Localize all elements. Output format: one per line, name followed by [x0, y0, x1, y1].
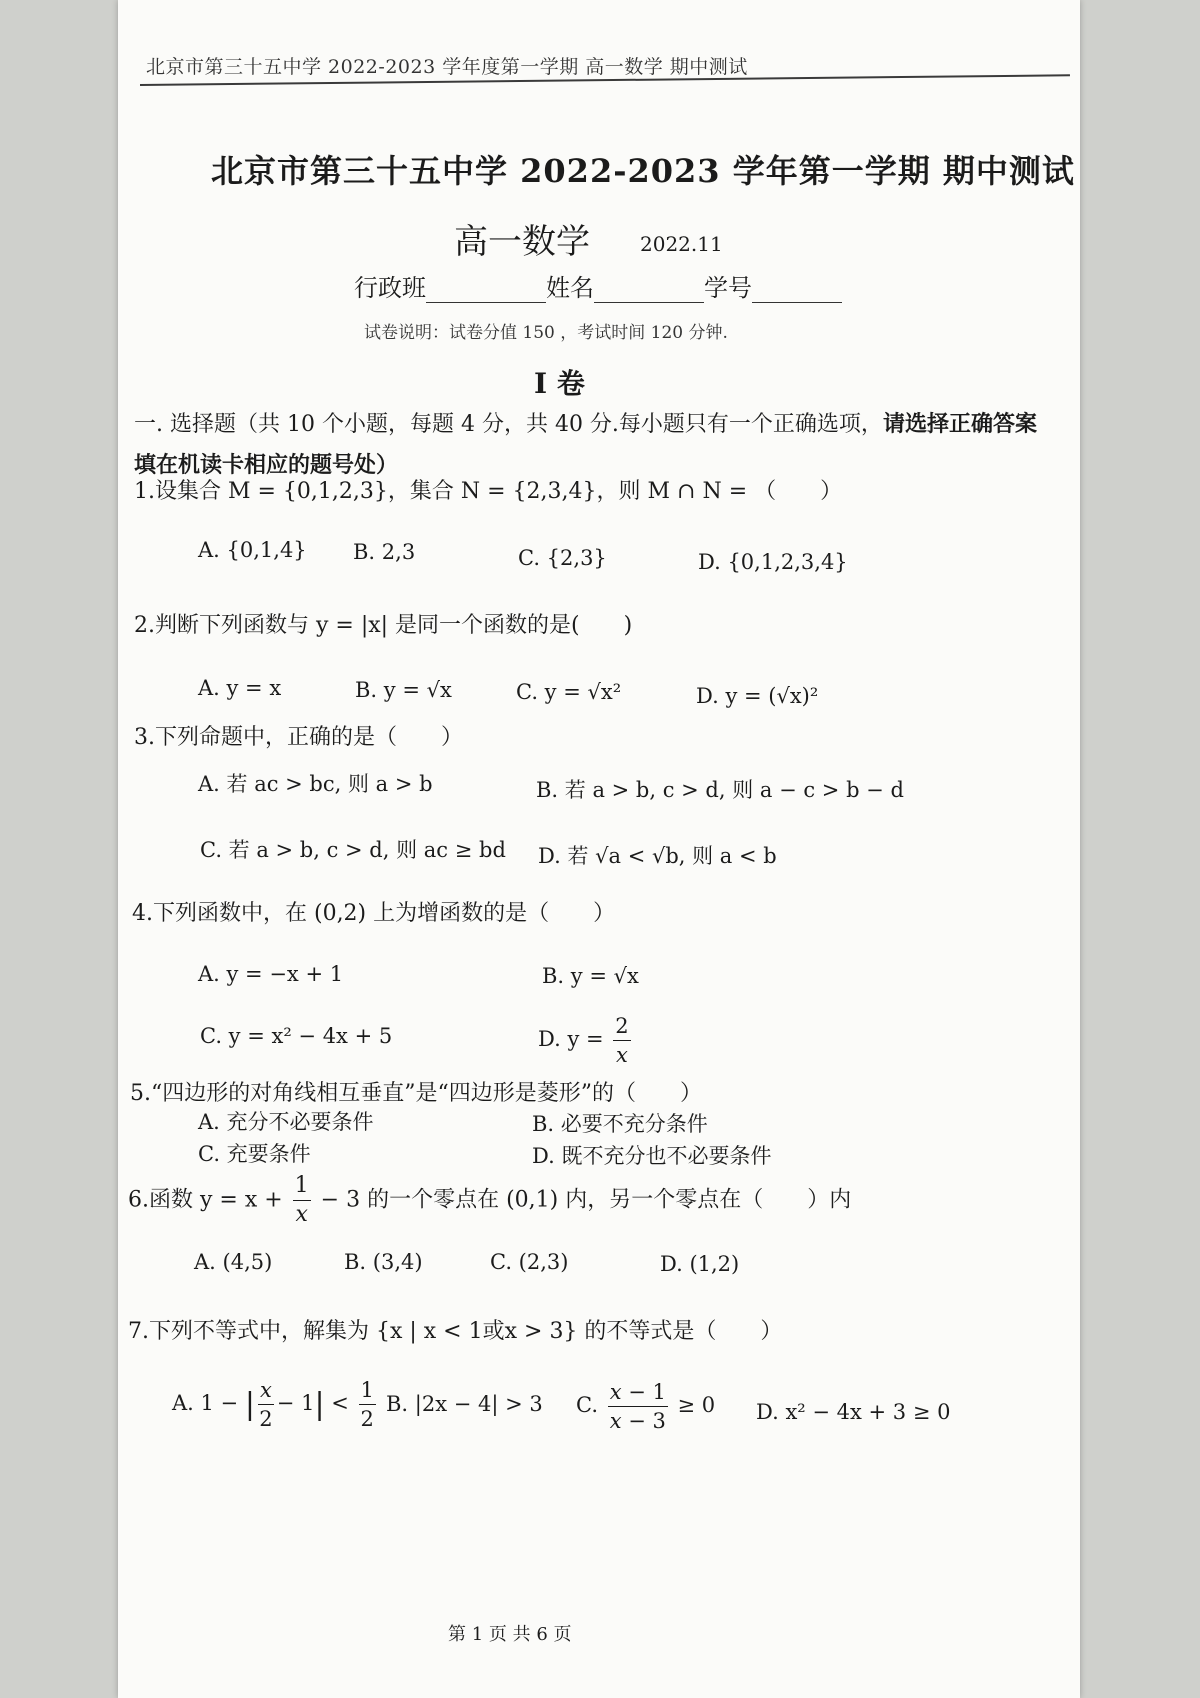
- page-footer: 第 1 页 共 6 页: [448, 1624, 572, 1645]
- id-blank: [752, 280, 842, 303]
- fraction-2-over-x: $\frac{2}{x}$: [615, 1014, 629, 1067]
- question-6-option-c: C. (2,3): [490, 1250, 569, 1274]
- exam-note: 试卷说明：试卷分值 150 ，考试时间 120 分钟.: [364, 323, 728, 343]
- question-1-option-d: D. {0,1,2,3,4}: [698, 550, 848, 574]
- question-5-option-a: A. 充分不必要条件: [198, 1110, 374, 1134]
- volume-title: I 卷: [534, 367, 585, 400]
- question-3-option-c: C. 若 a > b, c > d, 则 ac ≥ bd: [200, 838, 506, 862]
- question-2-option-d: D. y = (√x)²: [696, 684, 819, 708]
- question-4-option-c: C. y = x² − 4x + 5: [200, 1024, 393, 1048]
- question-3-option-a: A. 若 ac > bc, 则 a > b: [198, 772, 433, 796]
- running-header: 北京市第三十五中学 2022-2023 学年度第一学期 高一数学 期中测试: [146, 56, 748, 78]
- question-7-option-a: A. 1 − | $\frac{x}{2}$ − 1| < $\frac{1}{2}$: [172, 1378, 374, 1431]
- question-6-stem: [128, 1172, 851, 1229]
- question-4-option-a: A. y = −x + 1: [198, 962, 344, 986]
- question-2-option-a: A. y = x: [198, 676, 282, 700]
- question-7-option-d: D. x² − 4x + 3 ≥ 0: [756, 1400, 951, 1424]
- question-7-option-c: C. $\frac{x - 1}{x - 3}$ ≥ 0: [576, 1380, 716, 1433]
- subject-title: 高一数学: [454, 222, 590, 262]
- section-heading-bold: 请选择正确答案填在机读卡相应的题号处）: [134, 411, 1037, 478]
- question-4-stem: 4.下列函数中，在 (0,2) 上为增函数的是（ ）: [132, 901, 616, 926]
- fraction-x-minus-1-over-x-minus-3: $\frac{x - 1}{x - 3}$: [609, 1380, 666, 1433]
- question-6-option-a: A. (4,5): [194, 1250, 273, 1274]
- question-5-option-c: C. 充要条件: [198, 1142, 311, 1166]
- question-3-stem: 3.下列命题中，正确的是（ ）: [134, 725, 463, 750]
- student-info-line: [354, 268, 842, 303]
- question-5-option-d: D. 既不充分也不必要条件: [532, 1144, 772, 1168]
- question-5-stem: 5.“四边形的对角线相互垂直”是“四边形是菱形”的（ ）: [130, 1081, 702, 1106]
- question-6-option-d: D. (1,2): [660, 1252, 740, 1276]
- question-7-option-a-label: A. 1 −: [172, 1391, 239, 1415]
- name-label: 姓名: [546, 274, 594, 302]
- question-1-stem: 1.设集合 M = {0,1,2,3}，集合 N = {2,3,4}，则 M ∩ N = （ ）: [134, 479, 843, 504]
- fraction-1-over-2: $\frac{1}{2}$: [360, 1378, 374, 1431]
- question-7-option-c-label: C.: [576, 1393, 598, 1417]
- question-6-stem-pre: 6.函数 y = x +: [128, 1187, 283, 1213]
- question-6-stem-post: − 3 的一个零点在 (0,1) 内，另一个零点在（ ）内: [320, 1187, 852, 1213]
- question-4-option-d-label: D. y =: [538, 1027, 604, 1051]
- question-1-option-a: A. {0,1,4}: [198, 538, 307, 562]
- exam-title: 北京市第三十五中学 2022-2023 学年第一学期 期中测试: [211, 152, 1075, 190]
- question-7-option-b: B. |2x − 4| > 3: [386, 1392, 543, 1416]
- question-3-option-d: D. 若 √a < √b, 则 a < b: [538, 844, 777, 868]
- question-3-option-b: B. 若 a > b, c > d, 则 a − c > b − d: [536, 778, 904, 802]
- class-blank: [426, 280, 546, 303]
- class-label: 行政班: [354, 274, 426, 302]
- question-4-option-b: B. y = √x: [542, 964, 639, 988]
- section-heading-normal: 一. 选择题（共 10 个小题，每题 4 分，共 40 分.每小题只有一个正确选项，: [134, 412, 883, 437]
- id-label: 学号: [704, 274, 752, 302]
- question-4-option-d: [538, 1012, 634, 1069]
- question-6-option-b: B. (3,4): [344, 1250, 423, 1274]
- name-blank: [594, 280, 704, 303]
- fraction-1-over-x: $\frac{1}{x}$: [294, 1173, 309, 1227]
- question-5-option-b: B. 必要不充分条件: [532, 1112, 708, 1136]
- question-2-option-c: C. y = √x²: [516, 680, 622, 704]
- fraction-x-over-2: $\frac{x}{2}$: [259, 1378, 273, 1431]
- question-2-stem: 2.判断下列函数与 y = |x| 是同一个函数的是( ): [134, 613, 633, 638]
- question-1-option-b: B. 2,3: [353, 540, 416, 564]
- exam-page: [118, 0, 1080, 1698]
- question-1-option-c: C. {2,3}: [518, 546, 607, 570]
- exam-date: 2022.11: [640, 232, 723, 256]
- question-7-stem: 7.下列不等式中，解集为 {x | x < 1或x > 3} 的不等式是（ ）: [128, 1319, 783, 1344]
- question-2-option-b: B. y = √x: [355, 678, 452, 702]
